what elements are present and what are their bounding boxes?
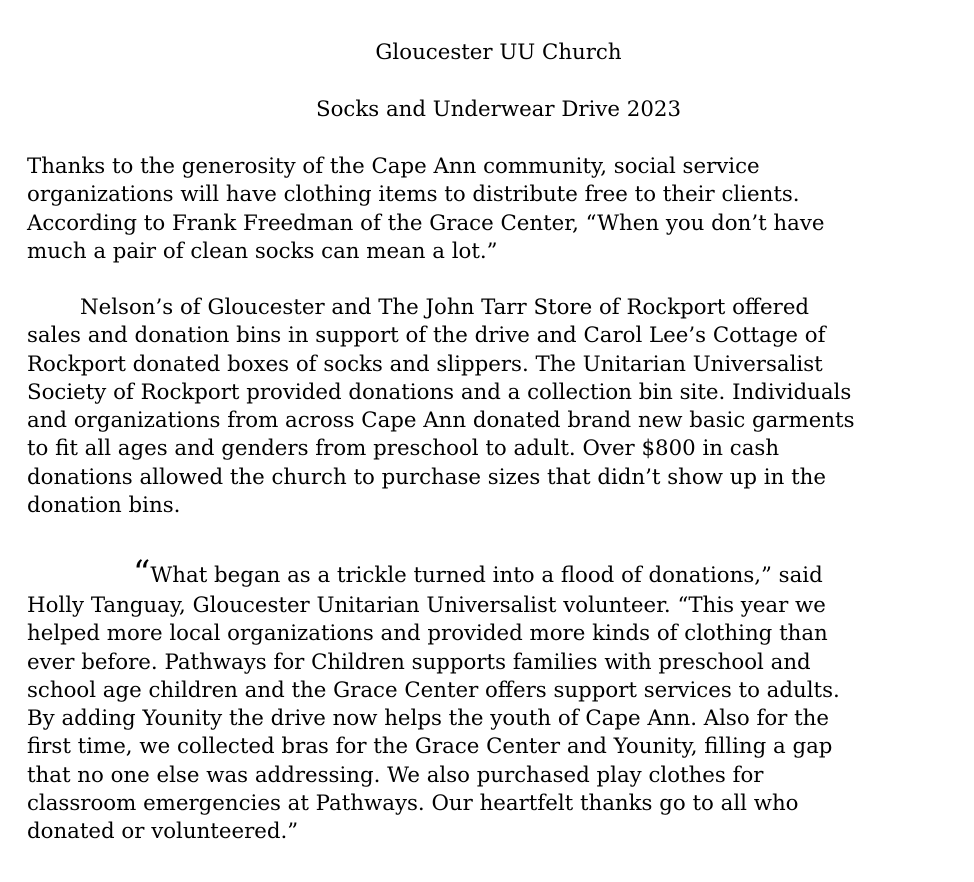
paragraph-2 (27, 294, 855, 520)
text-line: ever before. Pathways for Children supports families with preschool and (27, 649, 811, 675)
text-line (27, 553, 840, 593)
text-line: donation bins. (27, 493, 181, 519)
text-line: Thanks to the generosity of the Cape Ann community, social service (27, 154, 760, 179)
text-line: Rockport donated boxes of socks and slippers. The Unitarian Universalist (27, 351, 823, 377)
text-line: By adding Younity the drive now helps the youth of Cape Ann. Also for the (27, 706, 829, 732)
paragraph-1 (27, 153, 824, 266)
text-line: first time, we collected bras for the Grace Center and Younity, filling a gap (27, 734, 833, 760)
text-line: According to Frank Freedman of the Grace Center, “When you don’t have (27, 210, 825, 236)
text-line: donations allowed the church to purchase sizes that didn’t show up in the (27, 464, 826, 490)
text-line: school age children and the Grace Center offers support services to adults. (27, 677, 840, 703)
text-line: Holly Tanguay, Gloucester Unitarian Universalist volunteer. “This year we (27, 593, 826, 618)
document-subtitle: Socks and Underwear Drive 2023 (316, 97, 681, 122)
text-line: organizations will have clothing items to distribute free to their clients. (27, 182, 800, 208)
text-line: to fit all ages and genders from preschool to adult. Over $800 in cash (27, 436, 780, 462)
document-title: Gloucester UU Church (375, 40, 622, 65)
text-line-content: What began as a trickle turned into a flood of donations,” said (150, 563, 823, 588)
text-line: Society of Rockport provided donations and a collection bin site. Individuals (27, 379, 852, 405)
paragraph-3 (27, 553, 840, 847)
text-line: that no one else was addressing. We also purchased play clothes for (27, 762, 764, 788)
text-line: and organizations from across Cape Ann donated brand new basic garments (27, 408, 855, 434)
text-line: donated or volunteered.” (27, 819, 299, 845)
text-line: Nelson’s of Gloucester and The John Tarr Store of Rockport offered (80, 295, 810, 320)
text-line: sales and donation bins in support of the drive and Carol Lee’s Cottage of (27, 323, 826, 349)
text-line: classroom emergencies at Pathways. Our heartfelt thanks go to all who (27, 791, 799, 817)
open-quote: “ (133, 553, 151, 593)
text-line: much a pair of clean socks can mean a lot.” (27, 238, 498, 264)
text-line: helped more local organizations and provided more kinds of clothing than (27, 621, 828, 647)
